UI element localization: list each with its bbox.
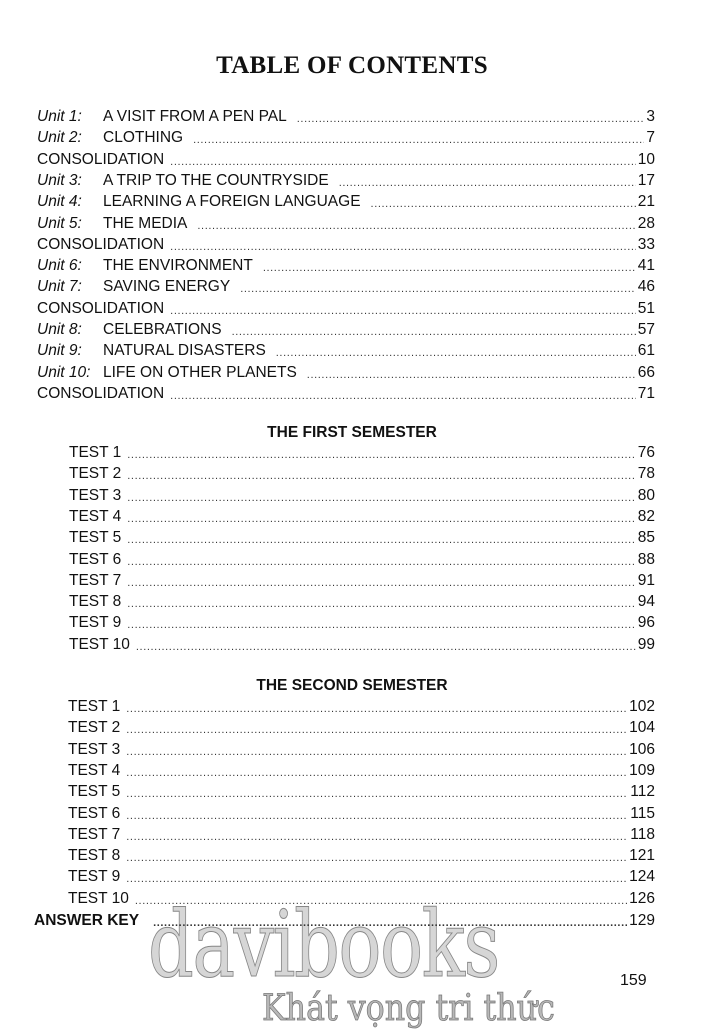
leader-dots (127, 512, 635, 526)
leader-dots (136, 640, 636, 654)
leader-dots (126, 787, 628, 801)
leader-dots (127, 491, 635, 505)
entry-title: TEST 1 (68, 698, 121, 715)
toc-entry[interactable] (69, 484, 655, 505)
leader-dots (126, 809, 628, 823)
entry-title: LEARNING A FOREIGN LANGUAGE (103, 193, 361, 211)
unit-number: Unit 6: (37, 257, 82, 275)
toc-entry[interactable] (68, 716, 655, 737)
entry-page: 109 (629, 761, 655, 779)
toc-entry[interactable] (68, 695, 655, 716)
entry-page: 33 (637, 235, 655, 253)
leader-dots (170, 240, 636, 254)
unit-number: Unit 2: (37, 129, 82, 147)
entry-title: TEST 1 (69, 444, 122, 461)
entry-title: LIFE ON OTHER PLANETS (103, 363, 297, 381)
toc-entry[interactable] (68, 844, 655, 865)
toc-entry[interactable] (37, 212, 655, 233)
entry-title: CONSOLIDATION (37, 235, 165, 253)
toc-entry[interactable] (69, 590, 655, 611)
entry-page: 121 (629, 847, 655, 865)
toc-entry[interactable] (37, 297, 655, 318)
entry-page: 51 (637, 299, 655, 317)
toc-entry[interactable] (37, 339, 655, 360)
unit-number: Unit 3: (37, 171, 82, 189)
entry-page: 21 (637, 193, 655, 211)
unit-number: Unit 8: (37, 321, 82, 338)
entry-title: TEST 2 (69, 465, 122, 483)
leader-dots (127, 533, 635, 547)
unit-number: Unit 4: (37, 193, 82, 211)
leader-dots (126, 872, 627, 886)
leader-dots (126, 851, 627, 865)
entry-page: 96 (637, 614, 655, 632)
leader-dots (263, 261, 636, 275)
toc-entry[interactable] (37, 169, 655, 190)
toc-entry[interactable] (69, 611, 655, 632)
entry-page: 129 (629, 912, 655, 929)
entry-title: CONSOLIDATION (37, 384, 165, 402)
first-semester-heading: THE FIRST SEMESTER (267, 424, 437, 441)
entry-title: THE MEDIA (103, 214, 188, 232)
entry-page: 124 (629, 868, 655, 886)
leader-dots (126, 723, 627, 737)
second-semester-heading: THE SECOND SEMESTER (256, 677, 448, 694)
page-number: 159 (620, 972, 647, 989)
entry-page: 46 (637, 278, 655, 296)
toc-entry[interactable] (68, 738, 655, 759)
leader-dots (232, 325, 636, 339)
leader-dots (297, 112, 645, 126)
entry-title: TEST 7 (68, 825, 121, 843)
leader-dots (276, 346, 636, 360)
toc-entry[interactable] (37, 361, 655, 382)
entry-page: 66 (637, 363, 655, 381)
leader-dots (135, 894, 627, 908)
toc-entry[interactable] (69, 633, 655, 654)
leader-dots (127, 469, 635, 483)
entry-title: TEST 3 (68, 740, 121, 758)
entry-title: NATURAL DISASTERS (103, 342, 266, 360)
toc-entry[interactable] (69, 462, 655, 483)
entry-page: 3 (646, 108, 655, 125)
leader-dots (197, 219, 635, 233)
entry-page: 78 (637, 465, 655, 483)
entry-title: TEST 7 (69, 571, 122, 589)
leader-dots (170, 389, 636, 403)
entry-title: TEST 5 (69, 529, 122, 547)
entry-title: TEST 6 (69, 550, 122, 568)
toc-entry[interactable] (68, 780, 655, 801)
leader-dots (126, 702, 627, 716)
leader-dots (126, 745, 627, 759)
toc-entry[interactable] (68, 802, 655, 823)
entry-title: CONSOLIDATION (37, 150, 165, 168)
toc-entry[interactable] (37, 233, 655, 254)
entry-page: 7 (646, 129, 655, 147)
entry-title: CELEBRATIONS (103, 321, 222, 338)
toc-entry[interactable] (37, 318, 655, 339)
entry-page: 57 (637, 321, 655, 338)
entry-page: 106 (629, 740, 655, 758)
entry-page: 118 (630, 825, 655, 843)
toc-entry[interactable] (69, 548, 655, 569)
leader-dots (127, 576, 635, 590)
toc-entry[interactable] (37, 190, 655, 211)
leader-dots (127, 618, 635, 632)
entry-title: TEST 8 (68, 847, 121, 865)
entry-title: ANSWER KEY (34, 912, 140, 929)
entry-title: TEST 6 (68, 804, 121, 822)
leader-dots (307, 368, 636, 382)
toc-entry[interactable] (69, 526, 655, 547)
entry-title: TEST 5 (68, 783, 121, 801)
toc-entry[interactable] (69, 505, 655, 526)
entry-page: 82 (637, 507, 655, 525)
unit-number: Unit 10: (37, 363, 91, 381)
leader-dots (170, 155, 636, 169)
toc-entry[interactable] (68, 865, 655, 886)
leader-dots (193, 133, 644, 147)
unit-number: Unit 7: (37, 278, 82, 296)
entry-title: TEST 2 (68, 719, 121, 737)
entry-title: A TRIP TO THE COUNTRYSIDE (103, 171, 329, 189)
entry-page: 94 (637, 593, 655, 611)
entry-page: 102 (629, 698, 655, 715)
toc-entry[interactable] (37, 275, 655, 296)
leader-dots (153, 916, 627, 930)
toc-entry[interactable] (68, 759, 655, 780)
toc-entry[interactable] (37, 126, 655, 147)
toc-entry[interactable] (37, 148, 655, 169)
entry-page: 88 (637, 550, 655, 568)
entry-title: TEST 9 (69, 614, 122, 632)
toc-entry-answer-key[interactable] (34, 909, 655, 930)
entry-page: 76 (637, 444, 655, 461)
toc-entry[interactable] (37, 254, 655, 275)
leader-dots (126, 766, 627, 780)
leader-dots (127, 597, 635, 611)
entry-page: 28 (637, 214, 655, 232)
unit-number: Unit 5: (37, 214, 82, 232)
entry-page: 99 (637, 635, 655, 653)
watermark-slogan: Khát vọng tri thức (262, 988, 555, 1029)
entry-page: 61 (637, 342, 655, 360)
entry-page: 41 (637, 257, 655, 275)
entry-page: 112 (630, 783, 655, 801)
leader-dots (127, 448, 635, 462)
leader-dots (127, 555, 635, 569)
entry-page: 104 (629, 719, 655, 737)
leader-dots (240, 282, 636, 296)
watermark-logo: davibooks (148, 891, 499, 998)
entry-title: SAVING ENERGY (103, 278, 231, 296)
entry-title: TEST 8 (69, 593, 122, 611)
unit-number: Unit 9: (37, 342, 82, 360)
toc-entry[interactable] (69, 569, 655, 590)
entry-title: CLOTHING (103, 129, 184, 147)
unit-number: Unit 1: (37, 108, 82, 125)
entry-page: 115 (630, 804, 655, 822)
leader-dots (371, 197, 636, 211)
entry-page: 71 (637, 384, 655, 402)
entry-title: TEST 4 (69, 507, 122, 525)
entry-title: TEST 10 (69, 635, 130, 653)
page-title: TABLE OF CONTENTS (216, 52, 488, 79)
entry-page: 85 (637, 529, 655, 547)
entry-title: TEST 9 (68, 868, 121, 886)
entry-title: CONSOLIDATION (37, 299, 165, 317)
entry-page: 80 (637, 486, 655, 504)
leader-dots (126, 830, 628, 844)
entry-page: 126 (629, 889, 655, 907)
leader-dots (170, 304, 636, 318)
toc-entry[interactable] (68, 823, 655, 844)
toc-entry[interactable] (68, 887, 655, 908)
toc-entry[interactable] (37, 105, 655, 126)
entry-page: 10 (637, 150, 655, 168)
entry-page: 91 (637, 571, 655, 589)
entry-title: TEST 3 (69, 486, 122, 504)
entry-page: 17 (637, 171, 655, 189)
entry-title: TEST 10 (68, 889, 129, 907)
toc-entry[interactable] (69, 441, 655, 462)
toc-entry[interactable] (37, 382, 655, 403)
entry-title: TEST 4 (68, 761, 121, 779)
leader-dots (339, 176, 636, 190)
entry-title: A VISIT FROM A PEN PAL (103, 108, 287, 125)
entry-title: THE ENVIRONMENT (103, 257, 253, 275)
